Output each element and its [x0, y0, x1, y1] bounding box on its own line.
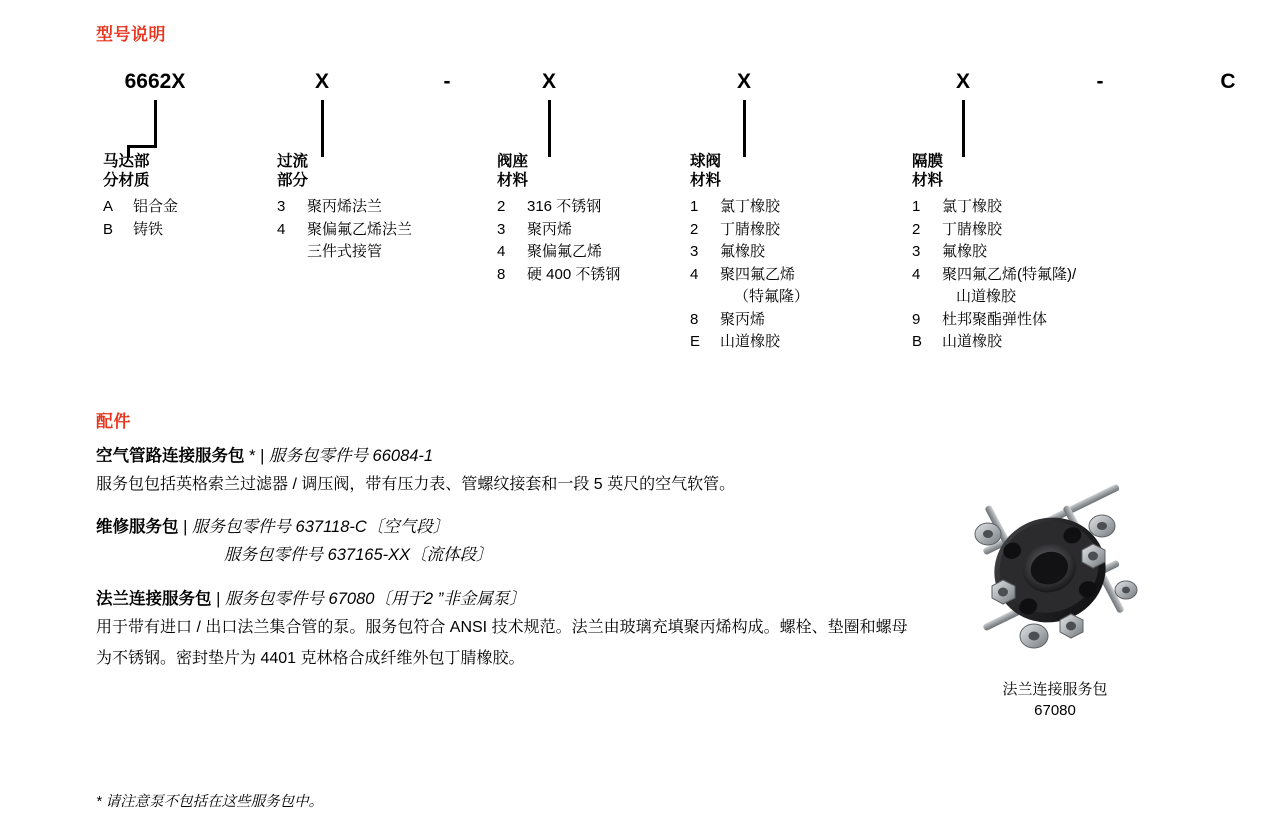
accessory-flange-kit: [96, 586, 916, 674]
leader-line-seat-vertical: [548, 100, 551, 157]
option-value: 氟橡胶: [942, 243, 988, 260]
model-code-cell-6: -: [1096, 70, 1104, 93]
option-key: 3: [497, 220, 506, 238]
leader-line-wetted-vertical: [321, 100, 324, 157]
accessory-title: 空气管路连接服务包: [96, 447, 245, 465]
option-key: B: [912, 333, 923, 350]
model-column-seat-options: [497, 196, 697, 286]
accessory-part-number: 服务包零件号 67080〔用于2 ”非金属泵〕: [224, 590, 526, 608]
leader-line-diaphragm-vertical: [962, 100, 965, 157]
option-row: [497, 264, 697, 287]
model-code-cell-7: C: [1220, 70, 1236, 93]
model-designation-heading: 型号说明: [96, 25, 166, 44]
model-code-cell-3: X: [541, 70, 557, 93]
option-value-main: 聚四氟乙烯: [720, 265, 796, 283]
option-row: [912, 309, 1172, 332]
accessory-title-line: [96, 586, 916, 612]
option-key: 4: [690, 265, 699, 283]
figure-caption-line1: 法兰连接服务包: [1002, 681, 1108, 698]
model-column-diaphragm-options: [912, 196, 1172, 354]
option-key: 4: [497, 243, 506, 260]
accessory-title-line: [96, 514, 916, 540]
option-key: 2: [690, 220, 699, 238]
option-value: 氯丁橡胶: [942, 198, 1003, 215]
option-row: [690, 219, 900, 242]
model-code-cell-2: -: [443, 70, 451, 93]
accessory-service-kit: [96, 514, 916, 570]
option-value: 丁腈橡胶: [942, 220, 1003, 238]
model-column-wetted-title-line1: 过流: [277, 153, 309, 170]
option-row: [497, 219, 697, 242]
option-row: [912, 196, 1172, 219]
option-extra-note: 三件式接管: [307, 243, 383, 260]
figure-caption-line2: 67080: [1034, 702, 1076, 719]
model-code-row: [0, 70, 1285, 100]
model-column-diaphragm-title-line2: 材料: [912, 172, 944, 189]
option-value: 山道橡胶: [720, 333, 781, 350]
option-row: [912, 264, 1172, 309]
model-column-wetted-title: [277, 152, 507, 190]
option-value-sub: （特氟隆）: [734, 288, 810, 305]
option-value: 丁腈橡胶: [720, 220, 781, 238]
accessory-air-line-kit: [96, 443, 916, 500]
option-row: [690, 264, 900, 309]
model-column-seat-title-line1: 阀座: [497, 153, 529, 170]
accessory-title: 维修服务包: [96, 518, 179, 536]
model-code-cell-4: X: [736, 70, 752, 93]
option-value: 氯丁橡胶: [720, 198, 781, 215]
flange-kit-illustration: [930, 470, 1180, 675]
option-value: 聚丙烯: [720, 310, 766, 328]
accessory-body: 服务包包括英格索兰过滤器 / 调压阀，带有压力表、管螺纹接套和一段 5 英尺的空气软管。: [96, 476, 736, 493]
model-column-diaphragm-title-line1: 隔膜: [912, 153, 944, 170]
option-value: 硬 400 不锈钢: [527, 265, 621, 283]
option-key: 9: [912, 310, 921, 328]
option-key: 1: [912, 198, 921, 215]
option-value: [942, 264, 1172, 309]
model-column-ball-options: [690, 196, 900, 354]
option-key: 3: [912, 243, 921, 260]
option-value: 聚偏氟乙烯: [527, 243, 603, 260]
figure-caption: [930, 679, 1180, 721]
option-value: 铝合金: [133, 198, 179, 215]
option-key: 2: [497, 198, 506, 215]
flange-kit-figure: [930, 470, 1180, 721]
accessory-title-line: [96, 443, 916, 469]
leader-line-motor-vertical: [154, 100, 157, 148]
model-column-seat-title-line2: 材料: [497, 172, 529, 189]
accessory-title-suffix: |: [178, 518, 192, 536]
option-row: [690, 331, 900, 354]
option-row: [912, 241, 1172, 264]
option-row: [497, 196, 697, 219]
option-row: [103, 219, 253, 242]
accessory-title-suffix: * |: [244, 447, 269, 465]
model-code-cell-5: X: [955, 70, 971, 93]
accessory-body: 用于带有进口 / 出口法兰集合管的泵。服务包符合 ANSI 技术规范。法兰由玻璃充填聚丙烯构成。螺栓、垫圈和螺母为不锈钢。密封垫片为 4401 克林格合成纤维外包丁腈橡胶。: [96, 619, 908, 667]
model-column-motor-title: [103, 152, 253, 190]
accessories-list: [96, 443, 916, 688]
model-column-seat-title: [497, 152, 697, 190]
model-column-motor-title-line2: 分材质: [103, 172, 150, 189]
model-column-wetted: [277, 152, 507, 264]
option-key: 4: [912, 265, 921, 283]
model-column-motor: [103, 152, 253, 241]
model-column-diaphragm-title: [912, 152, 1172, 190]
option-value: [720, 264, 900, 309]
model-column-wetted-title-line2: 部分: [277, 172, 309, 189]
model-column-ball-title-line2: 材料: [690, 172, 722, 189]
option-value: 聚丙烯: [527, 220, 573, 238]
accessory-title-suffix: |: [211, 590, 225, 608]
option-key: 1: [690, 198, 699, 215]
model-column-ball-title-line1: 球阀: [690, 153, 722, 170]
option-key: B: [103, 220, 114, 238]
option-value-sub: 山道橡胶: [956, 288, 1017, 305]
option-value: 铸铁: [133, 220, 164, 238]
model-code-cell-0: 6662X: [124, 70, 186, 93]
leader-line-motor-horizontal: [127, 145, 157, 148]
option-row: [912, 331, 1172, 354]
option-row: [277, 219, 507, 242]
option-row: [277, 196, 507, 219]
leader-line-ball-vertical: [743, 100, 746, 157]
model-column-wetted-options: [277, 196, 507, 264]
accessory-part-number: 服务包零件号 66084-1: [268, 447, 434, 465]
accessory-part-number-secondary: 服务包零件号 637165-XX〔流体段〕: [224, 546, 493, 564]
option-row: [912, 219, 1172, 242]
option-value: 氟橡胶: [720, 243, 766, 260]
option-row: [690, 309, 900, 332]
option-value: 316 不锈钢: [527, 198, 602, 215]
option-value-main: 聚四氟乙烯(特氟隆)/: [942, 265, 1077, 283]
option-row: [103, 196, 253, 219]
accessory-title: 法兰连接服务包: [96, 590, 212, 608]
option-key: 8: [690, 310, 699, 328]
option-key: 2: [912, 220, 921, 238]
model-column-motor-options: [103, 196, 253, 241]
accessories-heading: 配件: [96, 412, 131, 431]
option-key: 4: [277, 220, 286, 238]
accessory-part-number: 服务包零件号 637118-C〔空气段〕: [191, 518, 450, 536]
option-key: A: [103, 198, 114, 215]
model-column-seat: [497, 152, 697, 286]
option-row: [497, 241, 697, 264]
option-value: 杜邦聚酯弹性体: [942, 310, 1048, 328]
option-row: [690, 241, 900, 264]
model-column-ball: [690, 152, 900, 354]
option-key: 3: [690, 243, 699, 260]
model-column-diaphragm: [912, 152, 1172, 354]
option-value: 聚偏氟乙烯法兰: [307, 220, 413, 238]
flange-kit-drawing: [930, 470, 1180, 675]
model-column-ball-title: [690, 152, 900, 190]
model-code-cell-1: X: [314, 70, 330, 93]
option-value: 山道橡胶: [942, 333, 1003, 350]
option-key: 3: [277, 198, 286, 215]
option-key: E: [690, 333, 701, 350]
option-row: [690, 196, 900, 219]
footnote: * 请注意泵不包括在这些服务包中。: [96, 794, 324, 810]
option-value: 聚丙烯法兰: [307, 198, 383, 215]
option-key: 8: [497, 265, 506, 283]
model-column-motor-title-line1: 马达部: [103, 153, 150, 170]
